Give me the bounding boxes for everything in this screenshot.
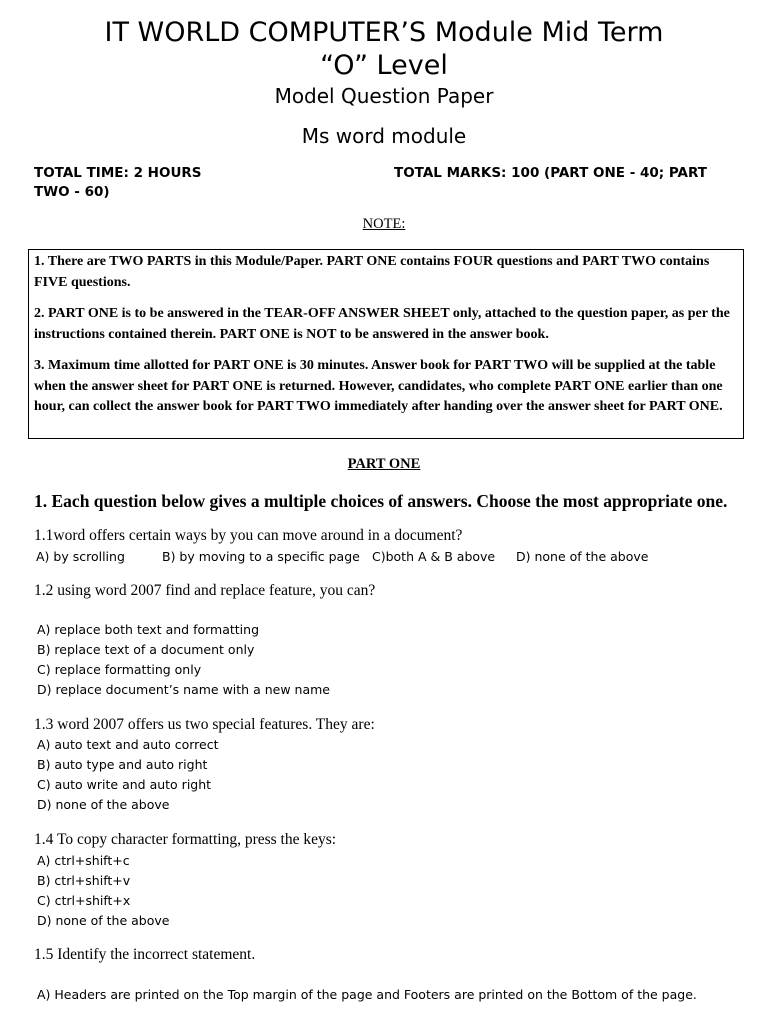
part-one-instruction: 1. Each question below gives a multiple choices of answers. Choose the most appropriate one. [34,491,728,511]
q1-1-option-a: A) by scrolling [36,549,125,564]
q1-2-option-c: C) replace formatting only [37,662,202,677]
note-heading: NOTE: [362,216,406,232]
question-1-2: 1.2 using word 2007 find and replace feature, you can? [34,582,376,599]
title-line-1: IT WORLD COMPUTER’S Module Mid Term [104,17,664,48]
question-1-4: 1.4 To copy character formatting, press the keys: [34,831,337,848]
q1-2-option-b: B) replace text of a document only [37,642,255,657]
q1-4-option-c: C) ctrl+shift+x [37,893,131,908]
q1-1-option-c: C)both A & B above [372,549,496,564]
q1-3-option-b: B) auto type and auto right [37,757,208,772]
question-1-5: 1.5 Identify the incorrect statement. [34,946,256,963]
q1-1-option-b: B) by moving to a specific page [162,549,360,564]
q1-3-option-a: A) auto text and auto correct [37,737,219,752]
instructions-box [28,249,744,439]
part-one-heading: PART ONE [347,456,421,472]
subtitle: Model Question Paper [274,84,494,108]
total-time: TOTAL TIME: 2 HOURS [34,165,202,181]
q1-3-option-d: D) none of the above [37,797,170,812]
module-name: Ms word module [301,124,467,148]
question-1-3: 1.3 word 2007 offers us two special features. They are: [34,716,375,733]
instruction-3: 3. Maximum time allotted for PART ONE is 30 minutes. Answer book for PART TWO will be supplied at the table when the answer sheet for PART ONE is returned. However, candidates, who complete PART ONE earlier than one hour, can collect the answer book for PART TWO immediately after handing over the answer sheet for PART ONE. [34,358,723,414]
total-marks-continued: TWO - 60) [34,184,110,200]
q1-1-option-d: D) none of the above [516,549,649,564]
q1-2-option-a: A) replace both text and formatting [37,622,260,637]
question-1-1: 1.1word offers certain ways by you can move around in a document? [34,527,463,544]
q1-4-option-b: B) ctrl+shift+v [37,873,131,888]
q1-3-option-c: C) auto write and auto right [37,777,212,792]
total-marks: TOTAL MARKS: 100 (PART ONE - 40; PART [394,165,707,181]
instruction-1: 1. There are TWO PARTS in this Module/Paper. PART ONE contains FOUR questions and PART TWO contains FIVE questions. [34,254,710,290]
q1-4-option-d: D) none of the above [37,913,170,928]
instruction-2: 2. PART ONE is to be answered in the TEAR-OFF ANSWER SHEET only, attached to the question paper, as per the instructions contained therein. PART ONE is NOT to be answered in the answer book. [34,306,730,342]
q1-4-option-a: A) ctrl+shift+c [37,853,130,868]
q1-5-option-a: A) Headers are printed on the Top margin of the page and Footers are printed on the Bottom of the page. [37,987,697,1002]
q1-2-option-d: D) replace document’s name with a new name [37,682,330,697]
title-line-2: “O” Level [320,50,448,81]
